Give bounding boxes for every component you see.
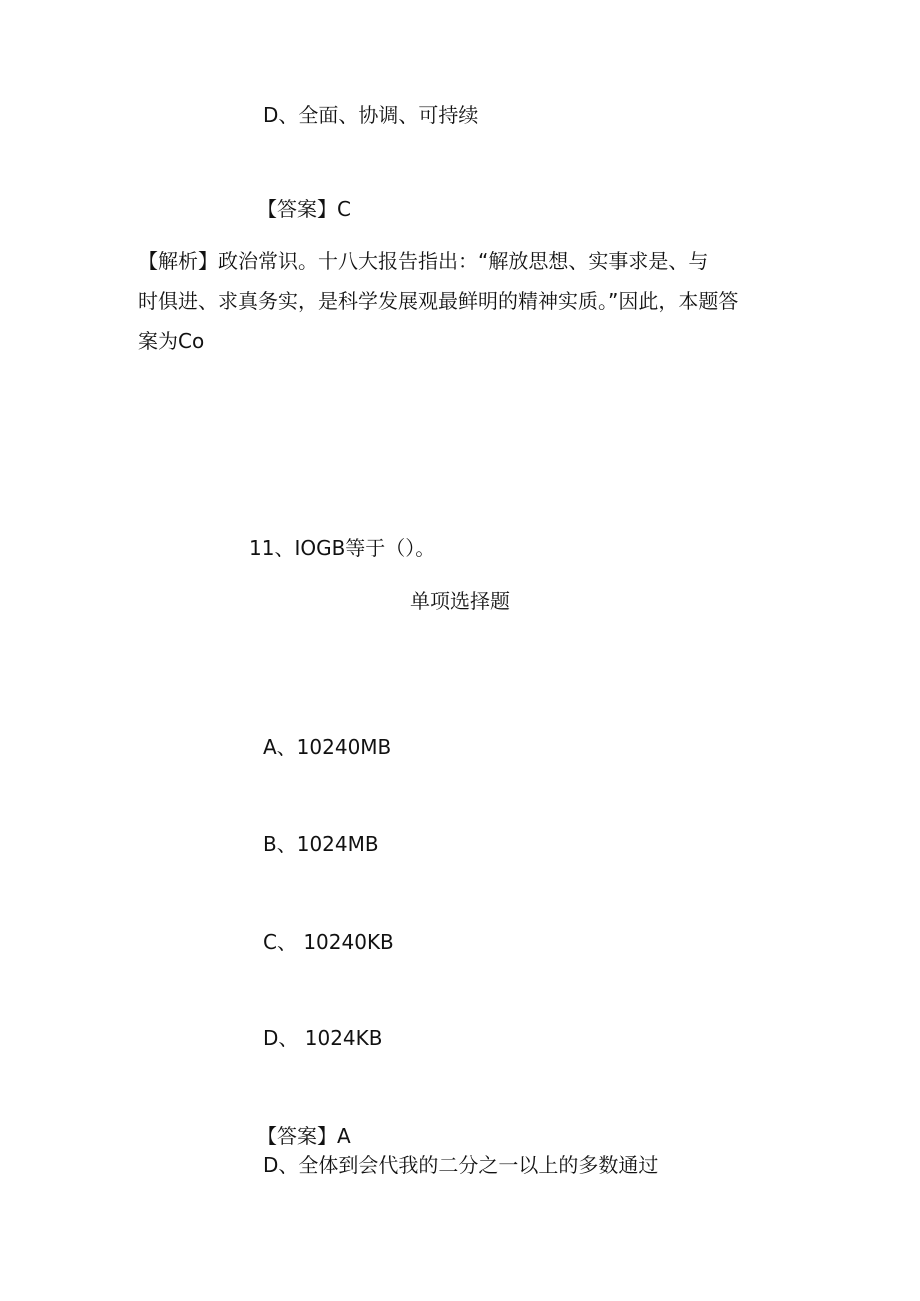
explanation-line: 【解析】政治常识。十八大报告指出：“解放思想、实事求是、与 [138, 249, 709, 273]
option-d: D、 1024KB [263, 1026, 383, 1050]
question-11-answer: 【答案】A [257, 1124, 351, 1148]
option-b: B、1024MB [263, 832, 379, 856]
prev-explanation [138, 241, 788, 361]
option-a: A、10240MB [263, 735, 392, 759]
question-type: 单项选择题 [410, 589, 510, 613]
explanation-line: 时俱进、求真务实，是科学发展观最鲜明的精神实质。”因此，本题答 [138, 289, 739, 313]
question-11-stem: 11、IOGB等于（）。 [249, 536, 436, 560]
prev-option-d: D、全面、协调、可持续 [263, 103, 479, 127]
explanation-line: 案为Co [138, 329, 205, 353]
trailing-option-d: D、全体到会代我的二分之一以上的多数通过 [263, 1153, 659, 1177]
option-c: C、 10240KB [263, 930, 394, 954]
prev-answer: 【答案】C [257, 197, 351, 221]
